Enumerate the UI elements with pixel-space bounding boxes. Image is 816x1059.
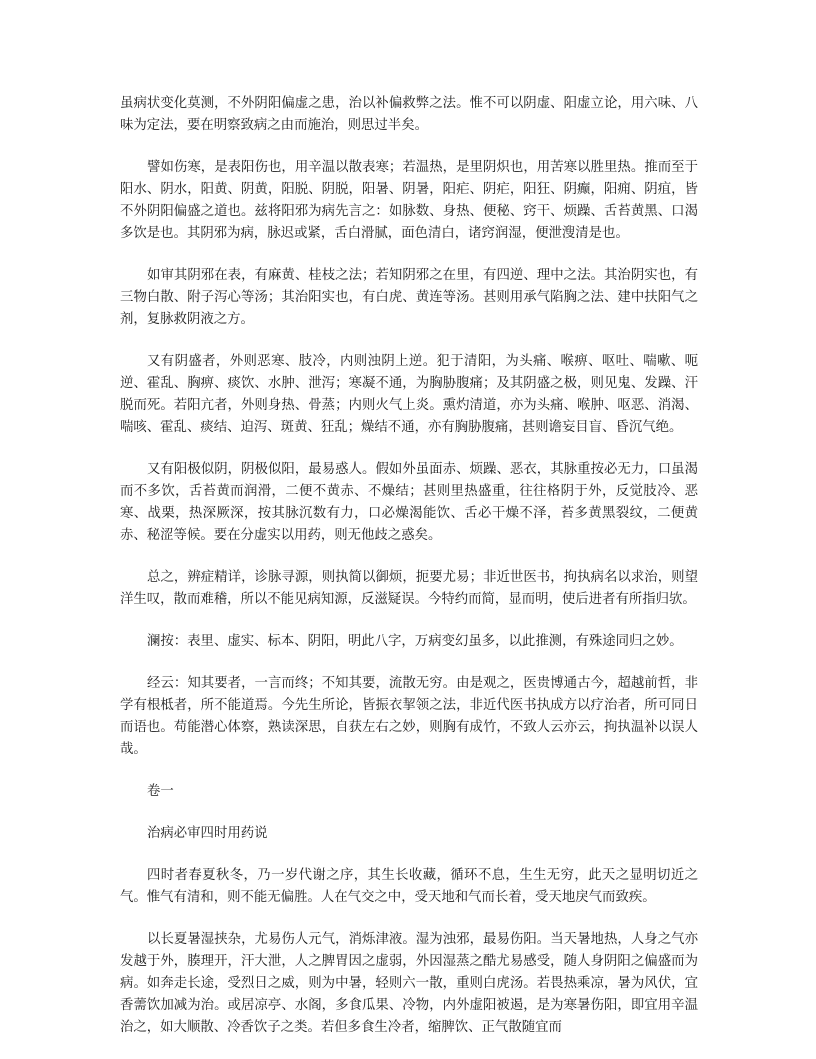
paragraph-yangji: 又有阳极似阴，阴极似阳，最易惑人。假如外虽面赤、烦躁、恶衣，其脉重按必无力，口虽渴而不多饮，舌苔黄而润滑，二便不黄赤、不燥结；甚则里热盛重，往往格阴于外，反觉肢冷、恶寒、战栗，热深厥深，按其脉沉数有力，口必燥渴能饮、舌必干燥不泽，苔多黄黑裂纹，二便黄赤、秘涩等候。要在分虚实以用药，则无他歧之惑矣。	[120, 462, 698, 543]
paragraph-yinxie: 如审其阴邪在表，有麻黄、桂枝之法；若知阴邪之在里，有四逆、理中之法。其治阴实也，有三物白散、附子泻心等汤；其治阳实也，有白虎、黄连等汤。甚则用承气陷胸之法、建中扶阳气之剂，复脉救阴液之方。	[120, 268, 698, 327]
paragraph-shanghan: 譬如伤寒，是表阳伤也，用辛温以散表寒；若温热，是里阴炽也，用苦寒以胜里热。推而至于阳水、阴水，阳黄、阴黄，阳脱、阴脱，阳暑、阴暑，阳疟、阴疟，阳狂、阴癫，阳痈、阴疽，皆不外阴阳偏盛之道也。兹将阳邪为病先言之：如脉数、身热、便秘、窍干、烦躁、舌苔黄黑、口渴多饮是也。其阴邪为病，脉迟或紧，舌白滑腻，面色清白，诸窍润湿，便泄溲清是也。	[120, 160, 698, 241]
paragraph-yinsheng: 又有阴盛者，外则恶寒、肢冷，内则浊阴上逆。犯于清阳，为头痛、喉痹、呕吐、喘嗽、呃逆、霍乱、胸痹、痰饮、水肿、泄泻；寒凝不通，为胸胁腹痛；及其阴盛之极，则见鬼、发躁、汗脱而死。若阳亢者，外则身热、骨蒸；内则火气上炎。熏灼清道，亦为头痛、喉肿、呕恶、消渴、喘咳、霍乱、痰结、迫泻、斑黄、狂乱；燥结不通，亦有胸胁腹痛，甚则谵妄目盲、昏沉气绝。	[120, 354, 698, 435]
paragraph-jingyun: 经云：知其要者，一言而终；不知其要，流散无穷。由是观之，医贵博通古今，超越前哲，非学有根柢者，所不能道焉。今先生所论，皆振衣挈领之法，非近代医书执成方以疗治者，所可同日而语也。苟能潜心体察，熟读深思，自获左右之妙，则胸有成竹，不致人云亦云，拘执温补以误人哉。	[120, 676, 698, 757]
paragraph-summary: 总之，辨症精详，诊脉寻源，则执简以御烦，扼要尤易；非近世医书，拘执病名以求治，则望洋生叹，散而难稽，所以不能见病知源，反滋疑误。今特约而简，显而明，使后进者有所指归欤。	[120, 570, 698, 607]
paragraph-sishi: 四时者春夏秋冬，乃一岁代谢之序，其生长收藏，循环不息，生生无穷，此天之显明切近之气。惟气有清和，则不能无偏胜。人在气交之中，受天地和气而长着，受天地戾气而致疾。	[120, 868, 698, 905]
volume-heading: 卷一	[147, 784, 174, 799]
paragraph-changxia: 以长夏暑湿挟杂，尤易伤人元气，消烁津液。湿为浊邪，最易伤阳。当天暑地热，人身之气亦发越于外，腠理开，汗大泄，人之脾胃因之虚弱，外因湿蒸之酷尤易感受，随人身阴阳之偏盛而为病。如奔走长途，受烈日之威，则为中暑，轻则六一散，重则白虎汤。若畏热乘凉，暑为风伏，宜香薷饮加减为治。或居凉亭、水阁，多食瓜果、冷物，内外虚阳被遏，是为寒暑伤阳，即宜用辛温治之，如大顺散、冷香饮子之类。若但多食生冷者，缩脾饮、正气散随宜而	[120, 932, 698, 1035]
section-heading: 治病必审四时用药说	[147, 826, 268, 841]
paragraph-intro: 虽病状变化莫测，不外阴阳偏虚之患，治以补偏救弊之法。惟不可以阴虚、阳虚立论，用六味、八味为定法，要在明察致病之由而施治，则思过半矣。	[120, 96, 698, 133]
paragraph-note: 澜按：表里、虚实、标本、阴阳，明此八字，万病变幻虽多，以此推测，有殊途同归之妙。	[147, 634, 683, 649]
document-page	[120, 93, 698, 1059]
